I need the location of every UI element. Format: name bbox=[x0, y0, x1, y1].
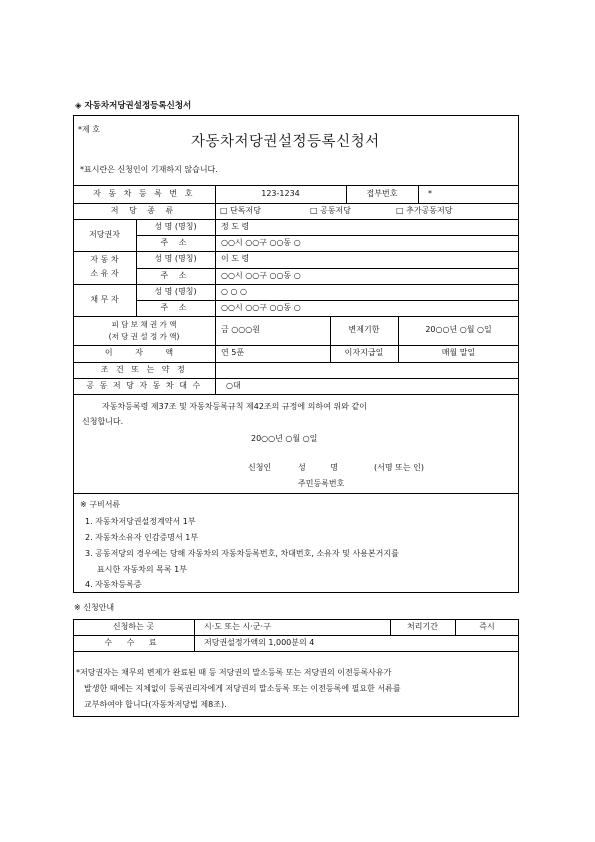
fee-value: 저당권설정가액의 1,000분의 4 bbox=[204, 637, 315, 647]
owner-address: ○○시 ○○구 ○○동 ○ bbox=[221, 270, 301, 280]
doc-item: 표시한 자동차의 목록 1부 bbox=[97, 565, 187, 574]
mortgagee-name-label: 성 명 (명칭) bbox=[154, 221, 197, 231]
secured-amount-label-line2: (저 당 권 설 정 가 액) bbox=[108, 331, 180, 341]
statement-line-2: 신청합니다. bbox=[82, 417, 124, 426]
debtor-address: ○○시 ○○구 ○○동 ○ bbox=[221, 302, 301, 312]
secured-amount-label-line1: 피 담 보 채 권 가 액 bbox=[111, 319, 177, 329]
mortgagee-label: 저당권자 bbox=[89, 229, 120, 239]
applicant-label: 신청인 bbox=[248, 463, 272, 472]
interest-label: 이 자 액 bbox=[104, 348, 184, 358]
interest-date-label: 이자지급일 bbox=[344, 348, 384, 358]
where-label: 신청하는 곳 bbox=[112, 621, 155, 631]
due-date-label: 변제기한 bbox=[348, 325, 380, 335]
period-label: 처리기간 bbox=[407, 621, 438, 631]
statement-line-1: 자동차등록령 제37조 및 자동차등록규칙 제42조의 규정에 의하여 위와 같이 bbox=[102, 402, 367, 411]
secured-amount-value: 금 ○○○원 bbox=[221, 325, 260, 335]
interest-date-value: 매월 말일 bbox=[441, 348, 476, 358]
form-tag: *제 호 bbox=[78, 125, 100, 134]
period-value: 즉시 bbox=[479, 621, 495, 631]
condition-label: 조 건 또 는 약 정 bbox=[100, 364, 188, 374]
application-date: 20○○년 ○월 ○일 bbox=[251, 434, 318, 443]
guide-header: ※ 신청안내 bbox=[74, 603, 115, 612]
reg-no-label: 자 동 차 등 록 번 호 bbox=[93, 188, 195, 198]
mortgage-option-joint[interactable]: □ 공동저당 bbox=[310, 205, 352, 215]
owner-name-label: 성 명 (명칭) bbox=[154, 254, 197, 264]
notice-line-3: 교부하여야 합니다(자동차저당법 제8조). bbox=[84, 700, 227, 709]
debtor-name: ○ ○ ○ bbox=[221, 286, 248, 296]
form-note: *표시란은 신청인이 기재하지 않습니다. bbox=[80, 165, 218, 174]
debtor-address-label: 주 소 bbox=[160, 302, 191, 312]
receipt-label: 접부번호 bbox=[366, 188, 398, 198]
document-heading: ◈ 자동차저당권설정등록신청서 bbox=[75, 101, 192, 111]
debtor-label: 채 무 자 bbox=[90, 294, 119, 304]
notice-line-1: *저당권자는 채무의 변제가 완료된 때 등 저당권의 말소등록 또는 저당권의 이전등록사유가 bbox=[76, 668, 392, 677]
docs-header: ※ 구비서류 bbox=[80, 500, 121, 509]
mortgagee-address: ○○시 ○○구 ○○동 ○ bbox=[221, 237, 301, 247]
debtor-name-label: 성 명 (명칭) bbox=[154, 286, 197, 296]
interest-value: 연 5푼 bbox=[221, 348, 245, 358]
owner-address-label: 주 소 bbox=[160, 270, 191, 280]
doc-item: 4. 자동차등록증 bbox=[85, 580, 142, 589]
receipt-value: * bbox=[428, 188, 432, 198]
vehicle-count-value: ○대 bbox=[226, 380, 241, 390]
applicant-sign-label: (서명 또는 인) bbox=[374, 463, 424, 472]
where-value: 시·도 또는 시·군·구 bbox=[204, 621, 271, 631]
doc-item: 2. 자동차소유자 인감증명서 1부 bbox=[85, 533, 199, 542]
notice-line-2: 발생한 때에는 지체없이 등록권리자에게 저당권의 말소등록 또는 이전등록에 필요한 서류를 bbox=[84, 684, 401, 693]
owner-label-line2: 소 유 자 bbox=[90, 269, 119, 279]
mortgagee-address-label: 주 소 bbox=[160, 237, 191, 247]
doc-item: 1. 자동차저당권설정계약서 1부 bbox=[85, 517, 196, 526]
owner-name: 이 도 령 bbox=[221, 254, 250, 264]
applicant-name-label: 성 명 bbox=[298, 463, 338, 472]
doc-item: 3. 공동저당의 경우에는 당해 자동차의 자동차등록번호, 차대번호, 소유자 및 사용본거지를 bbox=[85, 549, 399, 558]
resident-no-label: 주민등록번호 bbox=[298, 479, 345, 488]
reg-no-value: 123-1234 bbox=[261, 188, 300, 198]
mortgage-option-additional[interactable]: □ 추가공동저당 bbox=[396, 205, 453, 215]
vehicle-count-label: 공 동 저 당 자 동 차 대 수 bbox=[86, 380, 202, 390]
due-date-value: 20○○년 ○월 ○일 bbox=[425, 325, 492, 335]
mortgage-type-label: 저 당 종 류 bbox=[110, 205, 178, 215]
form-title: 자동차저당권설정등록신청서 bbox=[191, 134, 380, 150]
owner-label-line1: 자 동 차 bbox=[90, 255, 119, 265]
mortgage-option-single[interactable]: □ 단독저당 bbox=[220, 205, 262, 215]
fee-label: 수 수 료 bbox=[104, 637, 163, 647]
mortgagee-name: 정 도 령 bbox=[221, 221, 250, 231]
